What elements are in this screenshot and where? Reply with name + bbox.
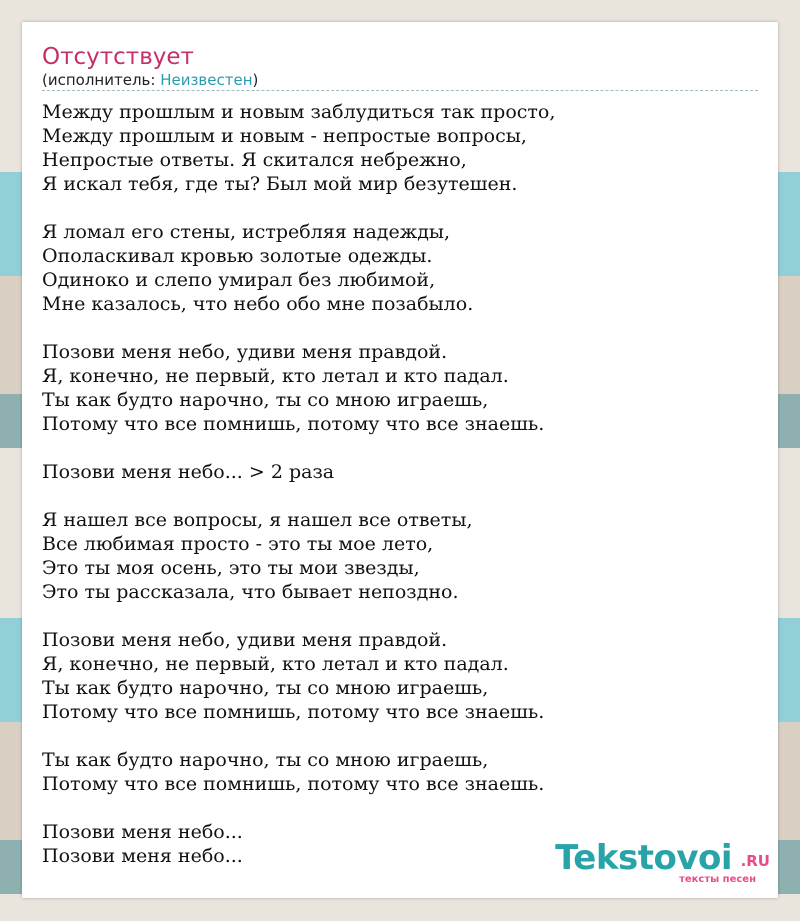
lyrics-stanza [42, 340, 758, 436]
lyric-line: Позови меня небо, удиви меня правдой. [42, 629, 448, 651]
lyric-line: Все любимая просто - это ты мое лето, [42, 533, 434, 555]
title-divider [42, 90, 758, 91]
lyrics-stanza [42, 220, 758, 316]
artist-prefix: (исполнитель: [42, 71, 161, 89]
site-logo[interactable] [555, 838, 770, 888]
lyric-line: Я, конечно, не первый, кто летал и кто падал. [42, 365, 509, 387]
lyric-line: Я ломал его стены, истребляя надежды, [42, 221, 451, 243]
artist-line [42, 70, 258, 90]
lyrics-stanza [42, 748, 758, 796]
lyric-line: Позови меня небо, удиви меня правдой. [42, 341, 448, 363]
lyric-line: Между прошлым и новым - непростые вопросы, [42, 125, 527, 147]
lyrics-stanza [42, 508, 758, 604]
artist-suffix: ) [252, 71, 259, 89]
lyrics-card [22, 22, 778, 898]
lyric-line: Ты как будто нарочно, ты со мною играешь, [42, 389, 489, 411]
lyrics-stanza [42, 628, 758, 724]
artist-link[interactable]: Неизвестен [160, 71, 253, 89]
lyric-line: Потому что все помнишь, потому что все знаешь. [42, 773, 545, 795]
logo-tld: .RU [740, 852, 770, 870]
lyric-line: Я искал тебя, где ты? Был мой мир безутешен. [42, 173, 518, 195]
lyric-line: Ополаскивал кровью золотые одежды. [42, 245, 433, 267]
lyric-line: Мне казалось, что небо обо мне позабыло. [42, 293, 474, 315]
song-title: Отсутствует [42, 44, 194, 70]
lyric-line: Между прошлым и новым заблудиться так просто, [42, 101, 556, 123]
lyrics-body [42, 100, 758, 892]
lyric-line: Ты как будто нарочно, ты со мною играешь, [42, 749, 489, 771]
lyrics-stanza [42, 100, 758, 196]
logo-name: Tekstovoi [555, 838, 732, 878]
lyric-line: Ты как будто нарочно, ты со мною играешь, [42, 677, 489, 699]
lyric-line: Я, конечно, не первый, кто летал и кто падал. [42, 653, 509, 675]
lyric-line: Потому что все помнишь, потому что все знаешь. [42, 701, 545, 723]
lyric-line: Позови меня небо... [42, 845, 243, 867]
lyric-line: Позови меня небо... [42, 821, 243, 843]
lyric-line: Это ты рассказала, что бывает непоздно. [42, 581, 459, 603]
lyrics-stanza [42, 460, 758, 484]
lyric-line: Я нашел все вопросы, я нашел все ответы, [42, 509, 473, 531]
lyric-line: Потому что все помнишь, потому что все знаешь. [42, 413, 545, 435]
logo-tagline: тексты песен [679, 874, 756, 885]
lyric-line: Это ты моя осень, это ты мои звезды, [42, 557, 420, 579]
lyric-line: Одиноко и слепо умирал без любимой, [42, 269, 436, 291]
lyric-line: Непростые ответы. Я скитался небрежно, [42, 149, 467, 171]
lyric-line: Позови меня небо... > 2 раза [42, 461, 335, 483]
